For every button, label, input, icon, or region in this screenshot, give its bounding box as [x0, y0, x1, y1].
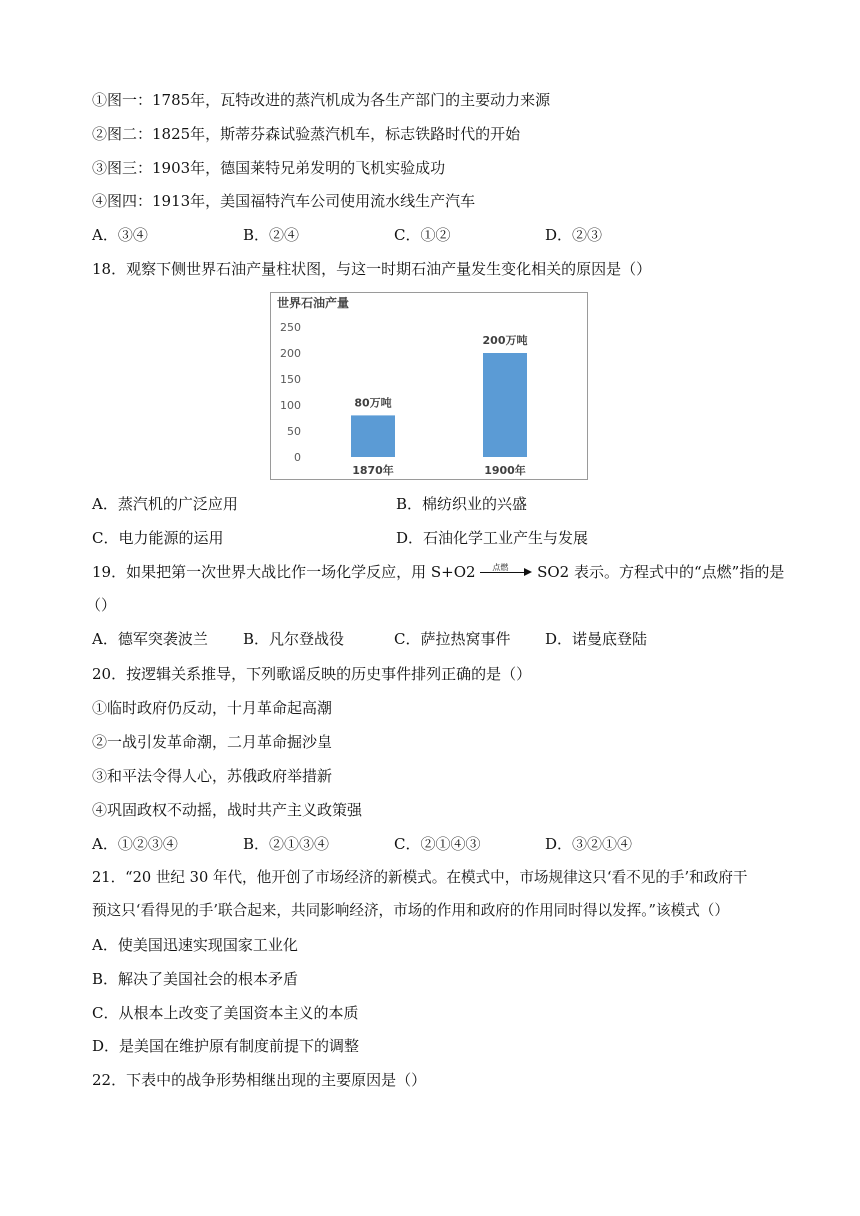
- q20-item-2: ②一战引发革命潮，二月革命掘沙皇: [92, 733, 333, 751]
- q18-option-a: A．蒸汽机的广泛应用: [92, 495, 238, 513]
- y-tick-label: 150: [280, 373, 301, 386]
- q17-option-d: D．②③: [545, 226, 603, 244]
- q20-stem: 20．按逻辑关系推导，下列歌谣反映的历史事件排列正确的是（）: [92, 665, 532, 683]
- q19-option-d: D．诺曼底登陆: [545, 630, 648, 648]
- q18-option-b: B．棉纺织业的兴盛: [396, 495, 528, 513]
- arrow-head-icon: [524, 568, 532, 576]
- q19-option-a: A．德军突袭波兰: [92, 630, 208, 648]
- q18-option-c: C．电力能源的运用: [92, 529, 224, 547]
- q17-item-3: ③图三：1903年，德国莱特兄弟发明的飞机实验成功: [92, 159, 446, 177]
- q17-option-a: A．③④: [92, 226, 148, 244]
- y-tick-label: 200: [280, 347, 301, 360]
- y-tick-label: 50: [287, 425, 301, 438]
- q21-stem-line-2: 预这只‘看得见的手’联合起来，共同影响经济，市场的作用和政府的作用同时得以发挥。”该模式（）: [92, 902, 729, 919]
- y-tick-label: 250: [280, 321, 301, 334]
- q21-stem-line-1: 21．“20 世纪 30 年代，他开创了市场经济的新模式。在模式中，市场规律这只‘看不见的手’和政府干: [92, 869, 748, 886]
- q21-option-d: D．是美国在维护原有制度前提下的调整: [92, 1037, 360, 1055]
- q19-stem-end: （）: [86, 596, 117, 614]
- q19-stem: [92, 562, 784, 582]
- q17-item-4: ④图四：1913年，美国福特汽车公司使用流水线生产汽车: [92, 192, 476, 210]
- q20-option-a: A．①②③④: [92, 835, 178, 853]
- q19-option-b: B．凡尔登战役: [243, 630, 345, 648]
- q20-option-b: B．②①③④: [243, 835, 330, 853]
- reaction-condition: 点燃: [492, 563, 509, 572]
- q20-option-d: D．③②①④: [545, 835, 633, 853]
- bar: [483, 353, 527, 457]
- data-label: 80万吨: [354, 396, 392, 410]
- q19-stem-part-a: 19．如果把第一次世界大战比作一场化学反应，用 S+O2: [92, 563, 476, 581]
- q17-option-b: B．②④: [243, 226, 300, 244]
- q18-option-d: D．石油化学工业产生与发展: [396, 529, 589, 547]
- y-tick-label: 100: [280, 399, 301, 412]
- arrow-line: [480, 572, 528, 573]
- oil-production-chart: [270, 292, 588, 480]
- bar: [351, 415, 395, 457]
- x-tick-label: 1900年: [484, 464, 526, 477]
- q20-item-4: ④巩固政权不动摇，战时共产主义政策强: [92, 801, 363, 819]
- x-tick-label: 1870年: [352, 464, 394, 477]
- q17-item-2: ②图二：1825年，斯蒂芬森试验蒸汽机车，标志铁路时代的开始: [92, 125, 521, 143]
- q19-option-c: C．萨拉热窝事件: [394, 630, 511, 648]
- q22-stem: 22．下表中的战争形势相继出现的主要原因是（）: [92, 1071, 427, 1089]
- data-label: 200万吨: [482, 334, 528, 347]
- q21-option-a: A．使美国迅速实现国家工业化: [92, 936, 298, 954]
- q17-item-1: ①图一：1785年，瓦特改进的蒸汽机成为各生产部门的主要动力来源: [92, 91, 551, 109]
- y-tick-label: 0: [294, 451, 301, 464]
- q19-stem-part-b: SO2 表示。方程式中的“点燃”指的是: [537, 563, 785, 581]
- q21-option-c: C．从根本上改变了美国资本主义的本质: [92, 1004, 359, 1022]
- q18-stem: 18．观察下侧世界石油产量柱状图，与这一时期石油产量发生变化相关的原因是（）: [92, 260, 652, 278]
- q20-option-c: C．②①④③: [394, 835, 481, 853]
- chart-title: 世界石油产量: [277, 296, 350, 310]
- q20-item-1: ①临时政府仍反动，十月革命起高潮: [92, 699, 333, 717]
- reaction-arrow: [480, 562, 532, 582]
- chart-svg: [271, 293, 587, 479]
- q20-item-3: ③和平法令得人心，苏俄政府举措新: [92, 767, 333, 785]
- q21-option-b: B．解决了美国社会的根本矛盾: [92, 970, 299, 988]
- q17-option-c: C．①②: [394, 226, 451, 244]
